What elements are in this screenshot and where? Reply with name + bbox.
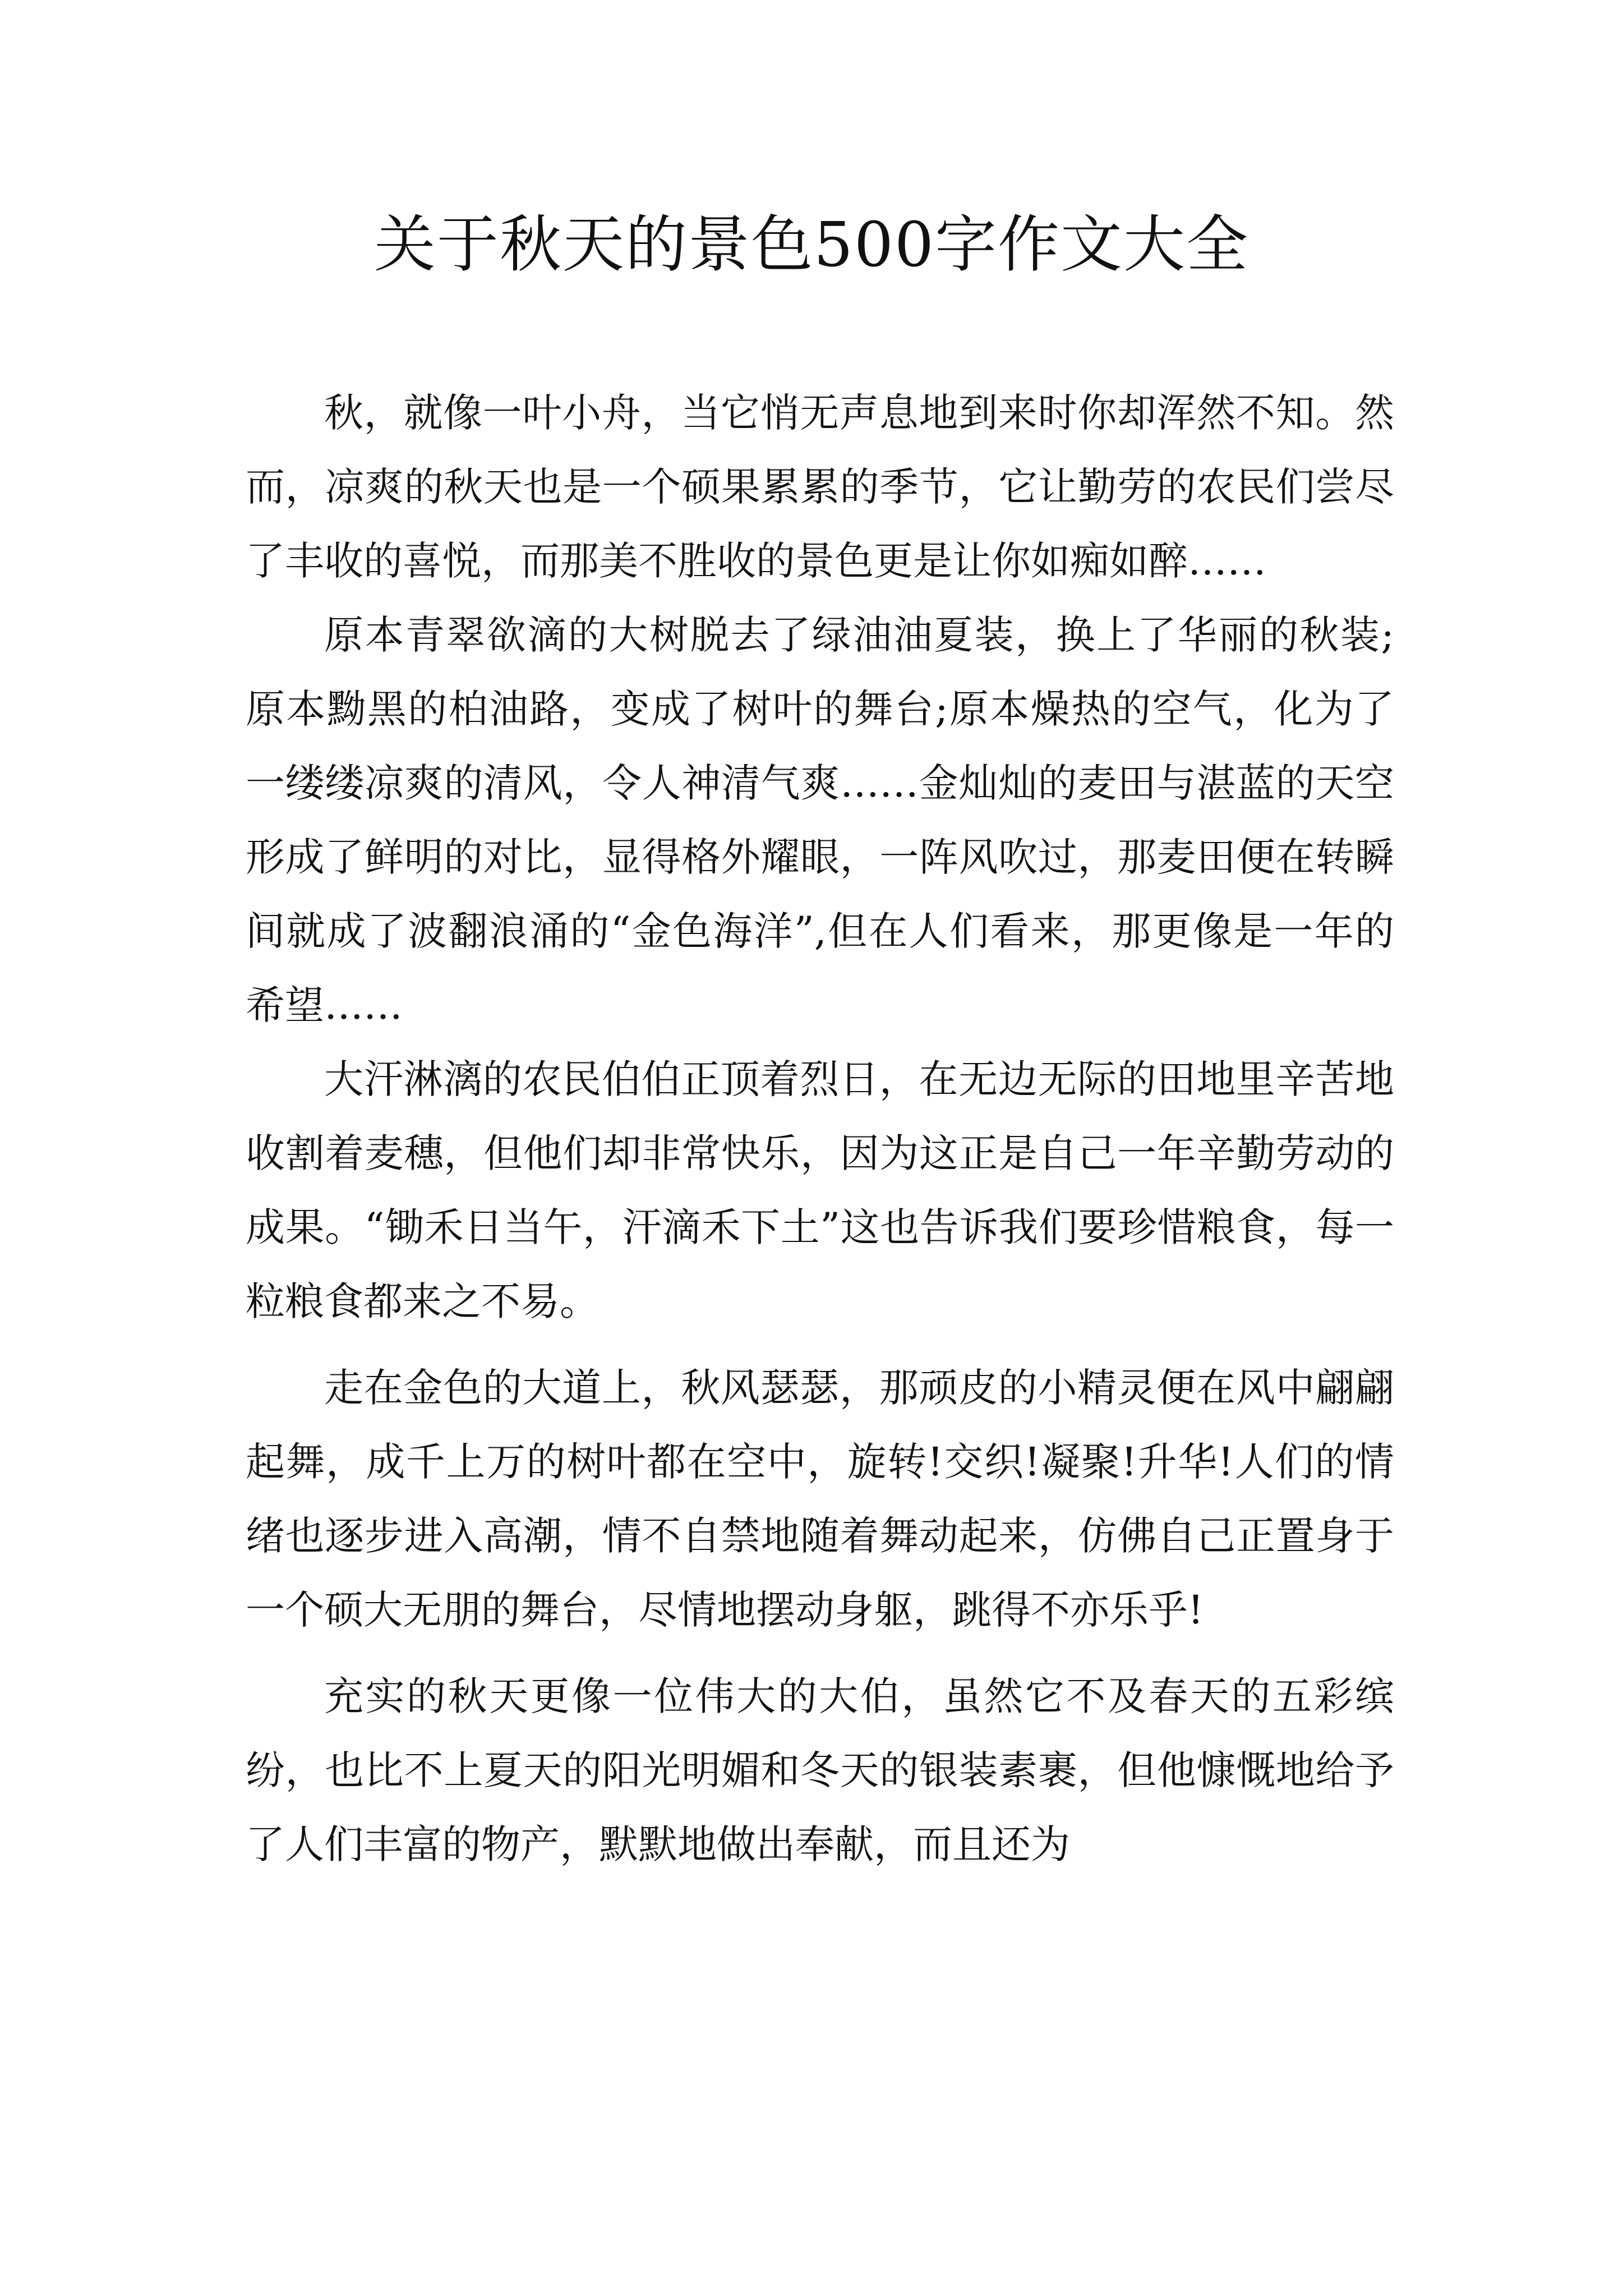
paragraph-2: 原本青翠欲滴的大树脱去了绿油油夏装，换上了华丽的秋装;原本黝黑的柏油路，变成了树叶的舞台;原本燥热的空气，化为了一缕缕凉爽的清风，令人神清气爽……金灿灿的麦田与湛蓝的天空形成了鲜明的对比，显得格外耀眼，一阵风吹过，那麦田便在转瞬间就成了波翻浪涌的“金色海洋”,但在人们看来，那更像是一年的希望…… [246,612,1394,1028]
paragraph-4: 走在金色的大道上，秋风瑟瑟，那顽皮的小精灵便在风中翩翩起舞，成千上万的树叶都在空中，旋转!交织!凝聚!升华!人们的情绪也逐步进入高潮，情不自禁地随着舞动起来，仿佛自己正置身于一个硕大无朋的舞台，尽情地摆动身躯，跳得不亦乐乎! [246,1365,1394,1633]
document-body [246,376,1394,1881]
paragraph-5: 充实的秋天更像一位伟大的大伯，虽然它不及春天的五彩缤纷，也比不上夏天的阳光明媚和冬天的银装素裹，但他慷慨地给予了人们丰富的物产，默默地做出奉献，而且还为 [246,1673,1394,1867]
document-title: 关于秋天的景色500字作文大全 [374,209,1249,280]
paragraph-1: 秋，就像一叶小舟，当它悄无声息地到来时你却浑然不知。然而，凉爽的秋天也是一个硕果累累的季节，它让勤劳的农民们尝尽了丰收的喜悦，而那美不胜收的景色更是让你如痴如醉…… [246,390,1394,584]
paragraph-3: 大汗淋漓的农民伯伯正顶着烈日，在无边无际的田地里辛苦地收割着麦穗，但他们却非常快乐，因为这正是自己一年辛勤劳动的成果。“锄禾日当午，汗滴禾下土”这也告诉我们要珍惜粮食，每一粒粮食都来之不易。 [246,1056,1394,1324]
